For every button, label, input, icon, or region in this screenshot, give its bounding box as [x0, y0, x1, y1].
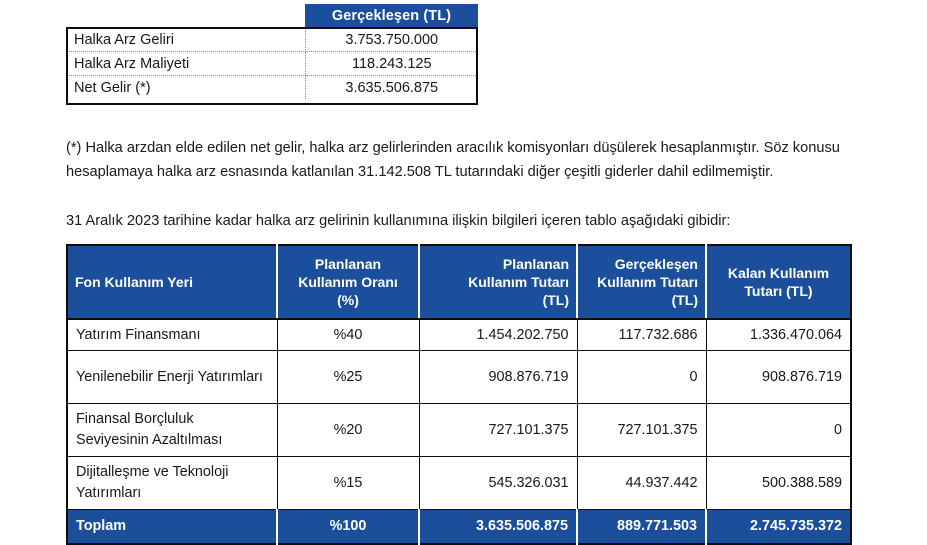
- fund-header-planned-rate: [277, 245, 419, 319]
- fund-header-realized-amount: [577, 245, 706, 319]
- fund-header-realized-amount-line3: (TL): [671, 292, 698, 308]
- fund-header-planned-rate-line1: Planlanan: [314, 256, 382, 272]
- table-row: [67, 351, 851, 404]
- intro-paragraph: 31 Aralık 2023 tarihine kadar halka arz gelirinin kullanımına ilişkin bilgileri içeren tablo aşağıdaki gibidir:: [66, 212, 731, 229]
- fund-row-3-remaining: 500.388.589: [706, 457, 851, 510]
- summary-row-value-2: 3.635.506.875: [305, 76, 478, 100]
- fund-row-1-realized: 0: [577, 351, 706, 404]
- table-row: [66, 76, 478, 100]
- fund-header-remaining-amount-line2: Tutarı (TL): [744, 283, 813, 299]
- table-row: [67, 457, 851, 510]
- summary-row-value-1: 118.243.125: [305, 52, 478, 76]
- fund-total-rate: %100: [277, 510, 419, 545]
- fund-row-2-area: Finansal Borçluluk Seviyesinin Azaltılması: [67, 404, 277, 457]
- fund-total-remaining: 2.745.735.372: [706, 510, 851, 545]
- summary-header-blank: [66, 4, 305, 28]
- fund-header-remaining-amount-line1: Kalan Kullanım: [727, 265, 830, 281]
- fund-total-realized: 889.771.503: [577, 510, 706, 545]
- fund-row-1-area: Yenilenebilir Enerji Yatırımları: [67, 351, 277, 404]
- fund-row-1-remaining: 908.876.719: [706, 351, 851, 404]
- fund-header-planned-rate-line3: (%): [337, 292, 359, 308]
- fund-row-0-realized: 117.732.686: [577, 319, 706, 351]
- fund-header-planned-amount-line2: Kullanım Tutarı: [468, 274, 569, 290]
- fund-row-0-remaining: 1.336.470.064: [706, 319, 851, 351]
- fund-usage-table: [66, 244, 852, 545]
- summary-table-head: [66, 4, 478, 28]
- fund-row-2-planned: 727.101.375: [419, 404, 577, 457]
- fund-row-0-area: Yatırım Finansmanı: [67, 319, 277, 351]
- fund-header-realized-amount-line1: Gerçekleşen: [614, 256, 698, 272]
- fund-header-planned-amount-line3: (TL): [542, 292, 569, 308]
- summary-row-label-0: Halka Arz Geliri: [66, 28, 305, 52]
- fund-row-3-rate: %15: [277, 457, 419, 510]
- fund-row-1-rate: %25: [277, 351, 419, 404]
- summary-header-row: [66, 4, 478, 28]
- fund-usage-table-container: [66, 244, 850, 545]
- fund-table-body: [67, 319, 851, 544]
- fund-total-row: [67, 510, 851, 545]
- fund-header-planned-rate-line2: Kullanım Oranı: [298, 274, 398, 290]
- table-row: [67, 404, 851, 457]
- fund-table-head: [67, 245, 851, 319]
- ipo-summary-table: [66, 4, 478, 99]
- summary-header-realized: Gerçekleşen (TL): [305, 4, 478, 28]
- fund-row-3-realized: 44.937.442: [577, 457, 706, 510]
- summary-row-label-2: Net Gelir (*): [66, 76, 305, 100]
- fund-row-0-planned: 1.454.202.750: [419, 319, 577, 351]
- fund-row-2-realized: 727.101.375: [577, 404, 706, 457]
- fund-header-area: [67, 245, 277, 319]
- summary-table-body: [66, 28, 478, 99]
- fund-header-planned-amount: [419, 245, 577, 319]
- table-row: [67, 319, 851, 351]
- fund-row-3-planned: 545.326.031: [419, 457, 577, 510]
- fund-header-row: [67, 245, 851, 319]
- footnote-paragraph: (*) Halka arzdan elde edilen net gelir, halka arz gelirlerinden aracılık komisyonları düşülerek hesaplanmıştır. Söz konusu hesaplamaya halka arz esnasında katlanılan 31.142.508 TL tutarındaki diğer çeşitli giderler dahil edilmemiştir.: [66, 139, 840, 180]
- summary-table-container: [66, 4, 478, 99]
- fund-total-planned: 3.635.506.875: [419, 510, 577, 545]
- summary-row-label-1: Halka Arz Maliyeti: [66, 52, 305, 76]
- fund-header-planned-amount-line1: Planlanan: [502, 256, 569, 272]
- table-row: [66, 52, 478, 76]
- fund-row-0-rate: %40: [277, 319, 419, 351]
- fund-total-label: Toplam: [67, 510, 277, 545]
- summary-row-value-0: 3.753.750.000: [305, 28, 478, 52]
- fund-header-area-line1: Fon Kullanım Yeri: [75, 274, 193, 290]
- fund-header-realized-amount-line2: Kullanım Tutarı: [597, 274, 698, 290]
- fund-row-2-remaining: 0: [706, 404, 851, 457]
- table-row: [66, 28, 478, 52]
- fund-row-2-rate: %20: [277, 404, 419, 457]
- fund-header-remaining-amount: [706, 245, 851, 319]
- fund-row-3-area: Dijitalleşme ve Teknoloji Yatırımları: [67, 457, 277, 510]
- fund-row-1-planned: 908.876.719: [419, 351, 577, 404]
